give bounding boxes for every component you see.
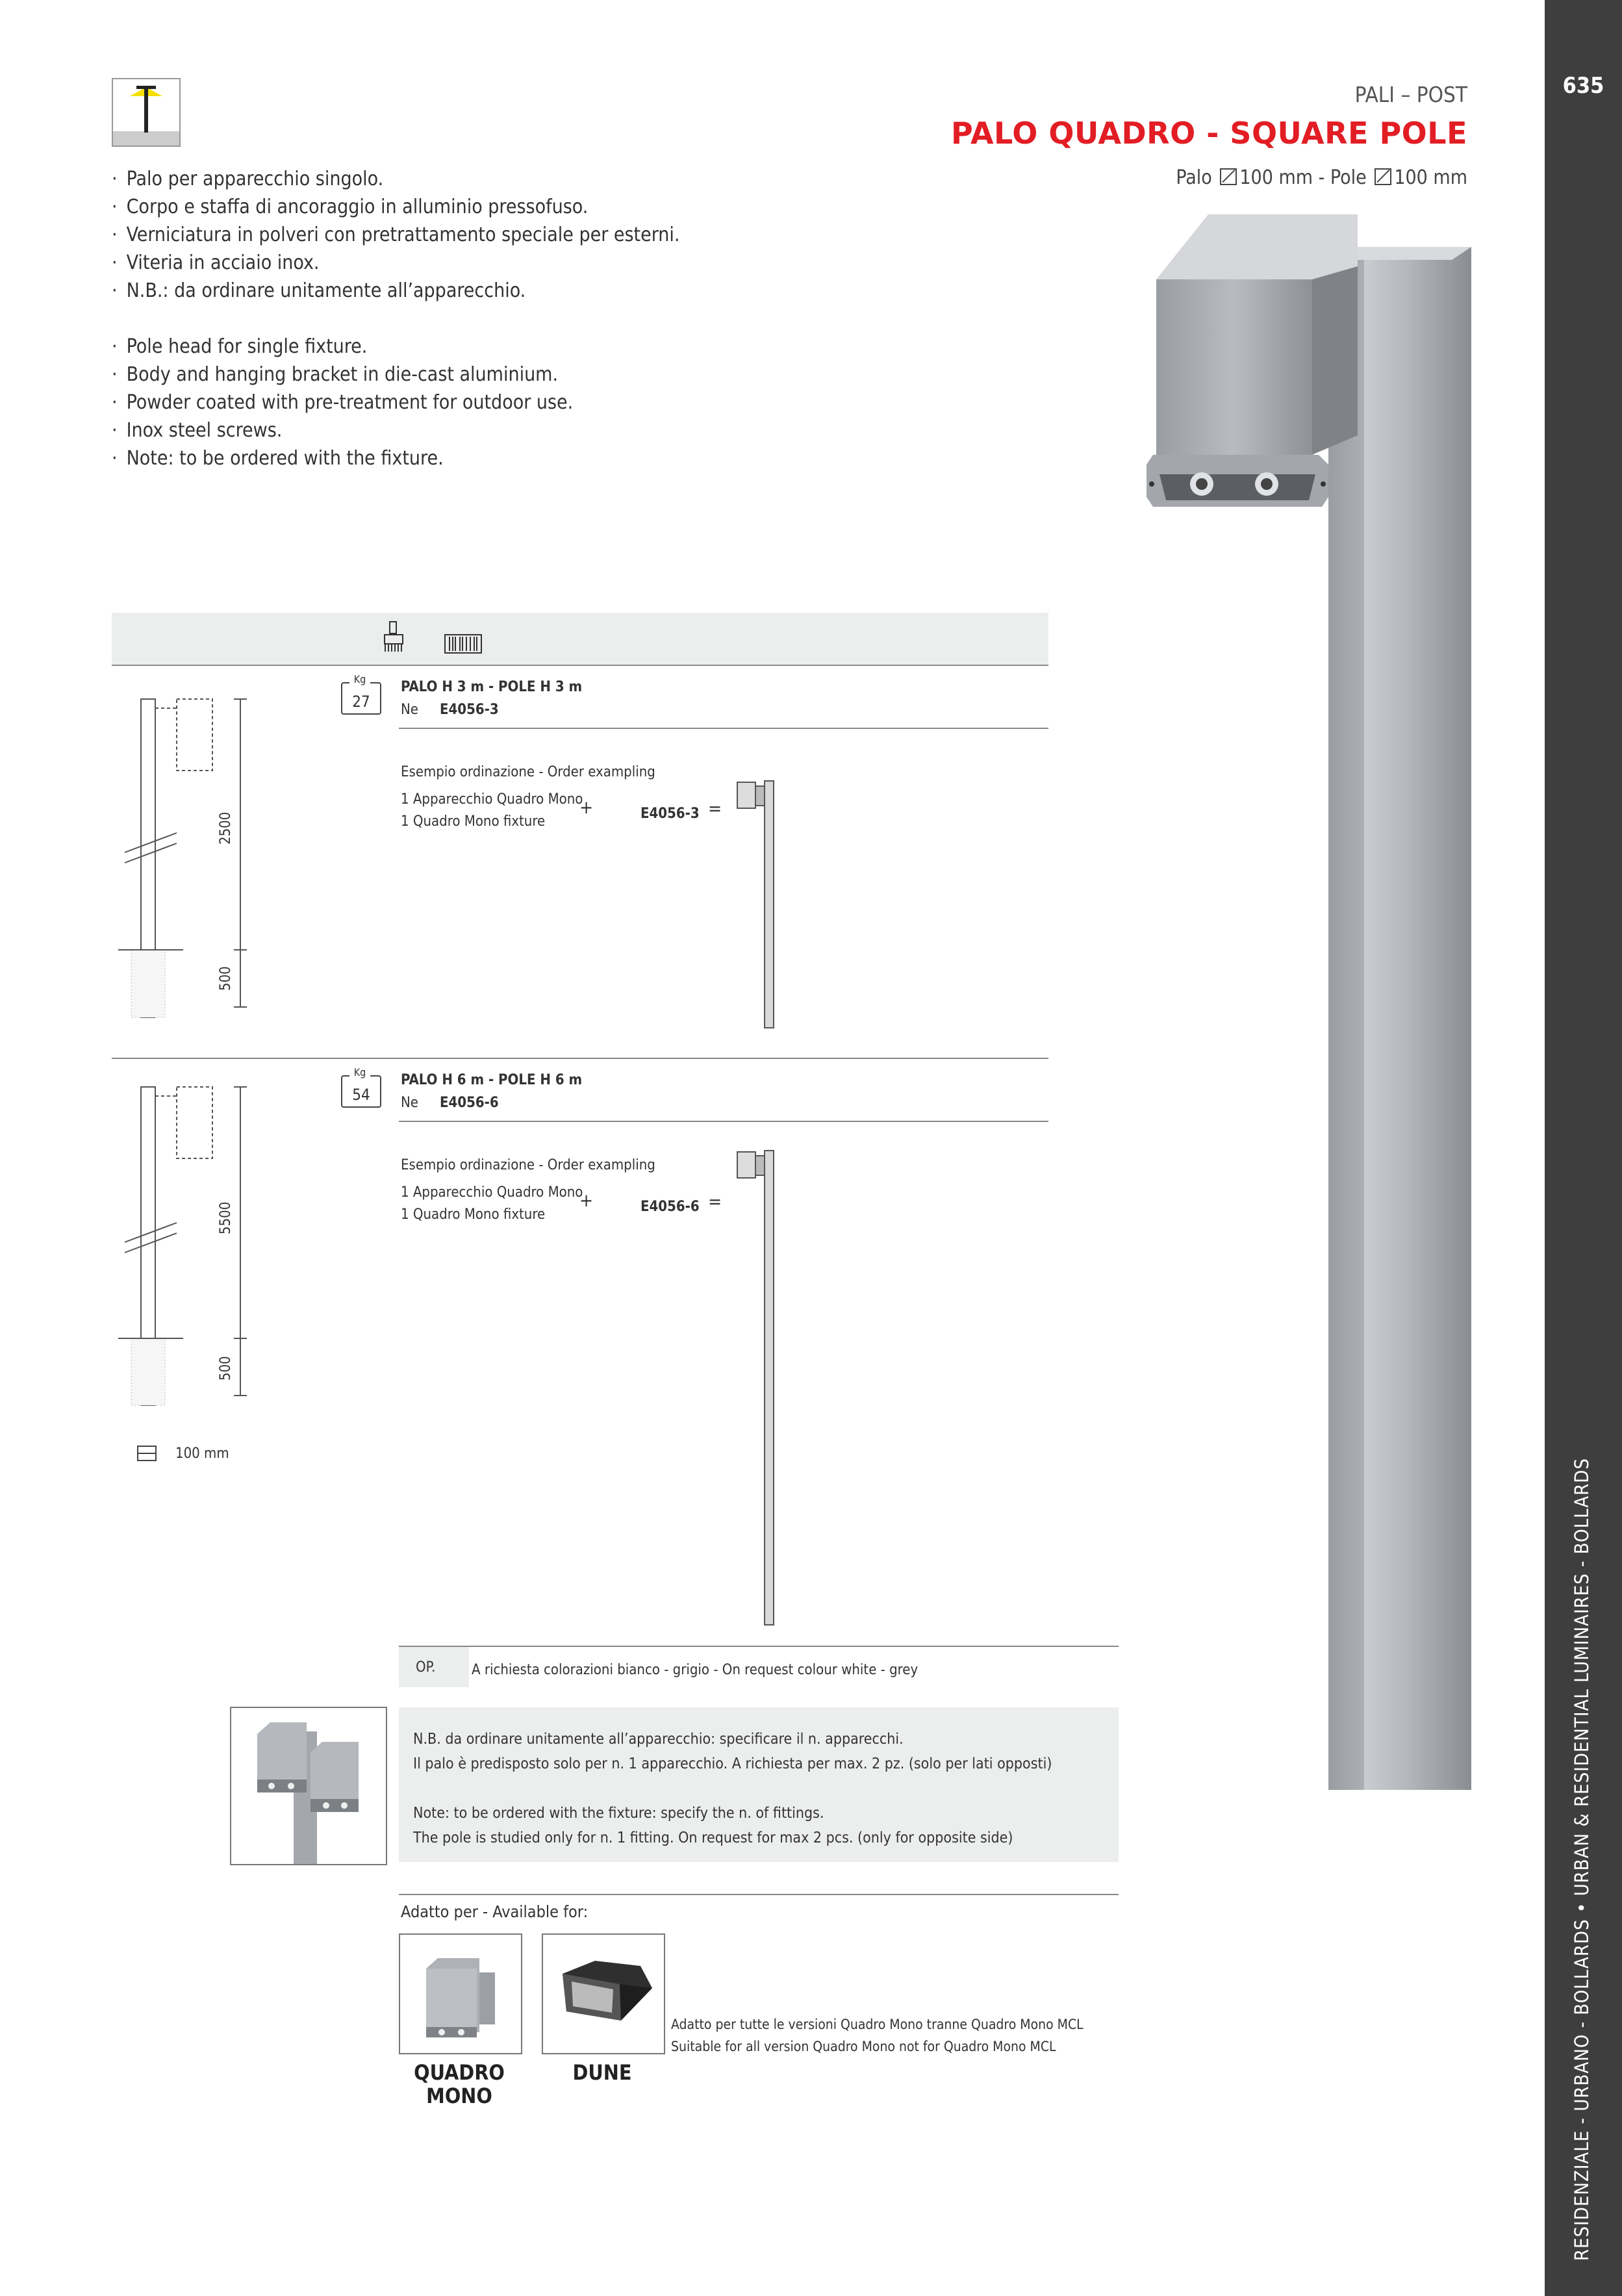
product-code: E4056-6 <box>440 1095 499 1111</box>
dune-image[interactable] <box>542 1933 665 2054</box>
page-number: 635 <box>1562 73 1604 99</box>
sidebar-category-text: RESIDENZIALE - URBANO - BOLLARDS • URBAN & RESIDENTIAL LUMINAIRES - BOLLARDS <box>1571 1457 1593 2261</box>
example-code: E4056-6 <box>640 1199 700 1215</box>
depth-label: 500 <box>218 1356 234 1381</box>
section-size-label: 100 mm <box>175 1446 229 1462</box>
divider <box>399 1646 1119 1647</box>
divider <box>399 1894 1119 1895</box>
double-fixture-image <box>230 1707 387 1865</box>
pole-dimension-drawing <box>112 1078 268 1416</box>
feature-list <box>112 165 679 472</box>
feature-en: · Body and hanging bracket in die-cast aluminium. <box>112 361 679 389</box>
options-text: A richiesta colorazioni bianco - grigio - On request colour white - grey <box>472 1662 919 1678</box>
feature-en: · Powder coated with pre-treatment for outdoor use. <box>112 389 679 416</box>
example-title: Esempio ordinazione - Order exampling <box>401 764 655 780</box>
product-name: PALO H 3 m - POLE H 3 m <box>401 679 583 695</box>
product-name: PALO H 6 m - POLE H 6 m <box>401 1072 583 1088</box>
feature-en: · Note: to be ordered with the fixture. <box>112 444 679 472</box>
example-en: 1 Quadro Mono fixture <box>401 1206 546 1223</box>
plus-sign: + <box>579 1190 594 1211</box>
example-code: E4056-3 <box>640 806 700 822</box>
divider <box>399 728 1048 729</box>
example-it: 1 Apparecchio Quadro Mono <box>401 1184 583 1201</box>
divider <box>112 1058 1048 1059</box>
available-note-en: Suitable for all version Quadro Mono not for Quadro Mono MCL <box>671 2039 1056 2054</box>
feature-it: · Verniciatura in polveri con pretrattamento speciale per esterni. <box>112 221 679 249</box>
equals-sign: = <box>708 798 722 819</box>
feature-it: · N.B.: da ordinare unitamente all’apparecchio. <box>112 277 679 305</box>
example-title: Esempio ordinazione - Order exampling <box>401 1157 655 1173</box>
height-label: 5500 <box>218 1201 234 1234</box>
dune-caption: DUNE <box>572 2060 632 2085</box>
example-it: 1 Apparecchio Quadro Mono <box>401 791 583 808</box>
quadro-mono-image[interactable] <box>399 1933 522 2054</box>
options-label: OP. <box>416 1659 436 1676</box>
paint-brush-icon <box>382 620 405 653</box>
feature-it: · Palo per apparecchio singolo. <box>112 165 679 193</box>
product-finish: Ne <box>401 702 418 718</box>
depth-label: 500 <box>218 966 234 991</box>
dimension-line: Palo 100 mm - Pole 100 mm <box>1176 166 1467 189</box>
feature-en: · Inox steel screws. <box>112 416 679 444</box>
product-code: E4056-3 <box>440 702 499 718</box>
square-section-icon <box>136 1445 158 1463</box>
weight-badge: Kg 54 <box>341 1075 381 1108</box>
example-assembly-drawing <box>734 777 779 1030</box>
feature-it: · Corpo e staffa di ancoraggio in alluminio pressofuso. <box>112 193 679 221</box>
available-title: Adatto per - Available for: <box>401 1902 589 1921</box>
divider <box>399 1121 1048 1122</box>
example-assembly-drawing <box>734 1147 779 1627</box>
height-label: 2500 <box>218 811 234 845</box>
feature-it: · Viteria in acciaio inox. <box>112 249 679 277</box>
feature-en: · Pole head for single fixture. <box>112 333 679 361</box>
square-section-icon <box>1375 168 1391 185</box>
example-en: 1 Quadro Mono fixture <box>401 813 546 830</box>
weight-badge: Kg 27 <box>341 682 381 715</box>
available-note-it: Adatto per tutte le versioni Quadro Mono tranne Quadro Mono MCL <box>671 2017 1083 2032</box>
page-title: PALO QUADRO - SQUARE POLE <box>950 116 1467 151</box>
note-text: N.B. da ordinare unitamente all’apparecchio: specificare il n. apparecchi. Il palo è predisposto solo per n. 1 apparecchio. A richiesta per max. 2 pz. (solo per lati opposti) Note: to be ordered with the fixture: specify the n. of fittings. The pole is studied only for n. 1 fitting. On request for max 2 pcs. (only for opposite side) <box>413 1731 1052 1846</box>
plus-sign: + <box>579 797 594 818</box>
pole-product-image <box>1134 208 1471 1793</box>
square-section-icon <box>1220 168 1237 185</box>
code-barcode-icon <box>444 634 483 655</box>
quadro-mono-caption: QUADRO MONO <box>414 2060 505 2108</box>
pole-category-icon <box>112 78 181 147</box>
equals-sign: = <box>708 1191 722 1212</box>
product-finish: Ne <box>401 1095 418 1111</box>
table-header-bar <box>112 613 1048 666</box>
section-label: PALI – POST <box>1354 82 1467 107</box>
pole-dimension-drawing <box>112 689 268 1027</box>
